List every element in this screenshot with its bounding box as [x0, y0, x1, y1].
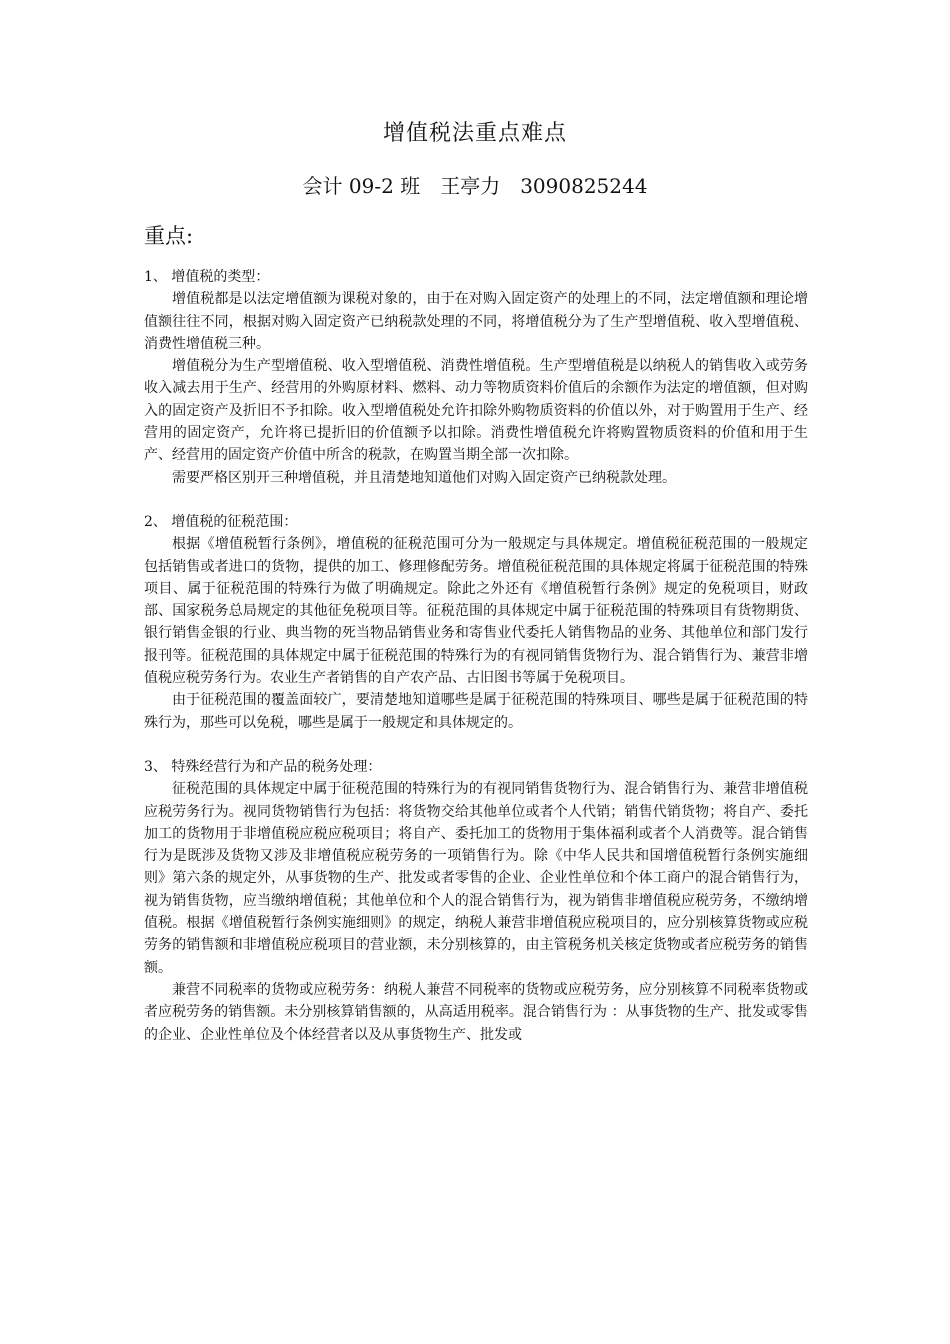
document-body	[144, 266, 808, 1068]
document-subtitle: 会计 09-2 班 王亭力 3090825244	[302, 174, 648, 198]
paragraph: 需要严格区别开三种增值税，并且清楚地知道他们对购入固定资产已纳税款处理。	[172, 469, 676, 486]
document-title: 增值税法重点难点	[382, 121, 567, 146]
paragraph: 征税范围的具体规定中属于征税范围的特殊行为的有视同销售货物行为、混合销售行为、兼营非增值税应税劳务行为。视同货物销售行为包括：将货物交给其他单位或者个人代销；销售代销货物；将自产、委托加工的货物用于非增值税应税应税项目；将自产、委托加工的货物用于集体福利或者个人消费等。混合销售行为是既涉及货物又涉及非增值税应税劳务的一项销售行为。除《中华人民共和国增值税暂行条例实施细则》第六条的规定外，从事货物的生产、批发或者零售的企业、企业性单位和个体工商户的混合销售行为，视为销售货物，应当缴纳增值税；其他单位和个人的混合销售行为，视为销售非增值税应税劳务，不缴纳增值税。根据《增值税暂行条例实施细则》的规定，纳税人兼营非增值税应税项目的，应分别核算货物或应税劳务的销售额和非增值税应税项目的营业额，未分别核算的，由主管税务机关核定货物或者应税劳务的销售额。	[144, 781, 808, 976]
section-title: 1、 增值税的类型：	[144, 269, 270, 285]
section-vat-types	[144, 266, 808, 489]
section-vat-scope	[144, 511, 808, 734]
paragraph: 根据《增值税暂行条例》，增值税的征税范围可分为一般规定与具体规定。增值税征税范围的一般规定包括销售或者进口的货物，提供的加工、修理修配劳务。增值税征税范围的具体规定将属于征税范围的特殊项目、属于征税范围的特殊行为做了明确规定。除此之外还有《增值税暂行条例》规定的免税项目，财政部、国家税务总局规定的其他征免税项目等。征税范围的具体规定中属于征税范围的特殊项目有货物期货、银行销售金银的行业、典当物的死当物品销售业务和寄售业代委托人销售物品的业务、其他单位和部门发行报刊等。征税范围的具体规定中属于征税范围的特殊行为的有视同销售货物行为、混合销售行为、兼营非增值税应税劳务行为。农业生产者销售的自产农产品、古旧图书等属于免税项目。	[144, 536, 808, 687]
paragraph: 增值税都是以法定增值额为课税对象的，由于在对购入固定资产的处理上的不同，法定增值额和理论增值额往往不同，根据对购入固定资产已纳税款处理的不同，将增值税分为了生产型增值税、收入型增值税、消费性增值税三种。	[144, 291, 808, 352]
paragraph: 增值税分为生产型增值税、收入型增值税、消费性增值税。生产型增值税是以纳税人的销售收入或劳务收入减去用于生产、经营用的外购原材料、燃料、动力等物质资料价值后的余额作为法定的增值额，但对购入的固定资产及折旧不予扣除。收入型增值税处允许扣除外购物质资料的价值以外，对于购置用于生产、经营用的固定资产，允许将已提折旧的价值额予以扣除。消费性增值税允许将购置物质资料的价值和用于生产、经营用的固定资产价值中所含的税款，在购置当期全部一次扣除。	[144, 358, 808, 464]
section-title: 2、 增值税的征税范围：	[144, 513, 298, 530]
section-special-operations	[144, 756, 808, 1046]
section-heading: 重点:	[144, 224, 194, 248]
paragraph: 兼营不同税率的货物或应税劳务：纳税人兼营不同税率的货物或应税劳务，应分别核算不同税率货物或者应税劳务的销售额。未分别核算销售额的，从高适用税率。混合销售行为 ：从事货物的生产、批发或零售的企业、企业性单位及个体经营者以及从事货物生产、批发或	[144, 981, 808, 1043]
section-title: 3、 特殊经营行为和产品的税务处理：	[144, 758, 382, 775]
paragraph: 由于征税范围的覆盖面较广，要清楚地知道哪些是属于征税范围的特殊项目、哪些是属于征税范围的特殊行为，那些可以免税，哪些是属于一般规定和具体规定的。	[144, 692, 808, 731]
